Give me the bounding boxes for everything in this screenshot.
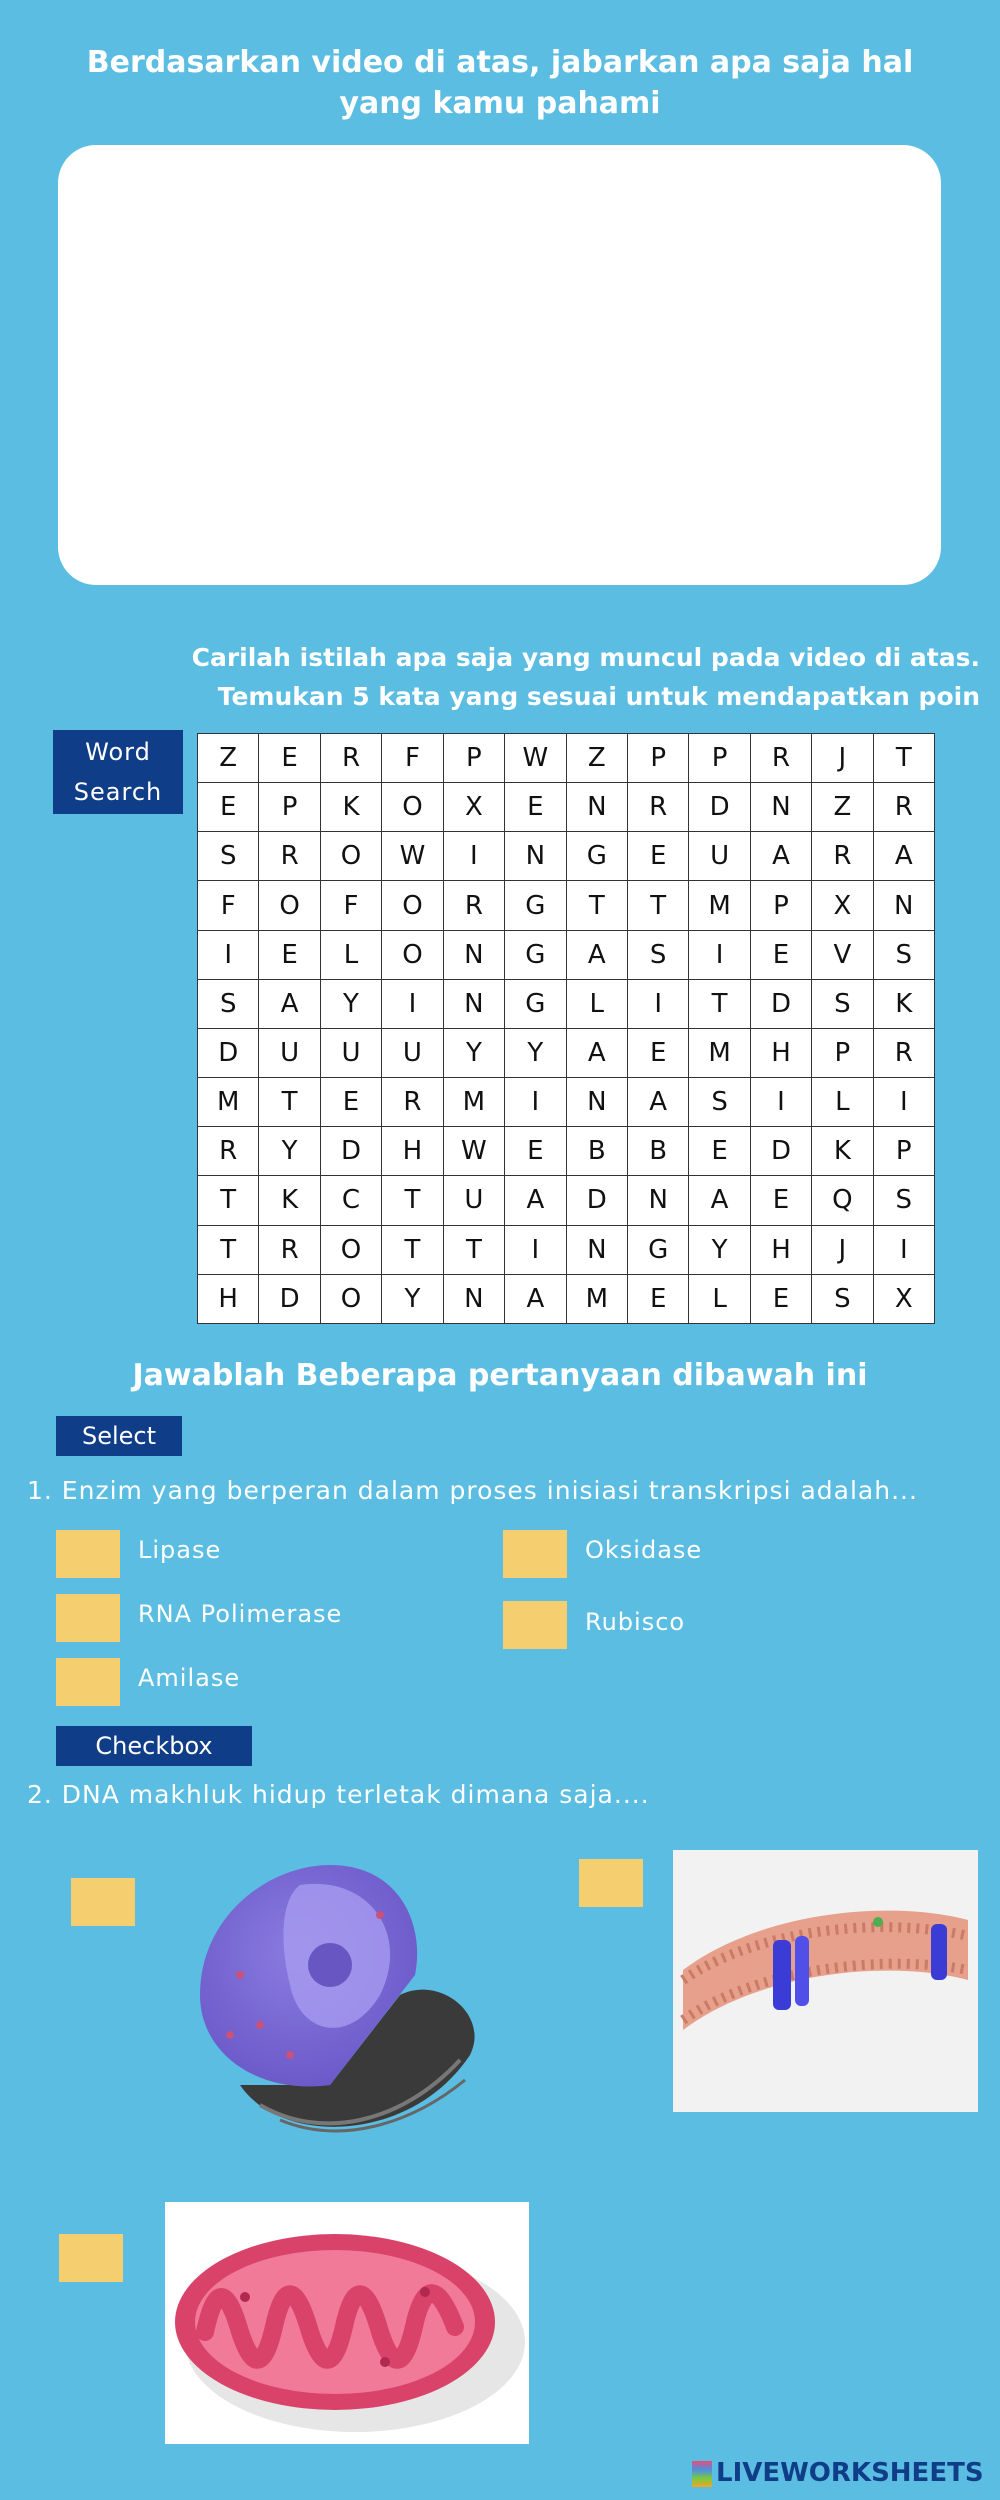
word-search-cell[interactable]: S	[812, 979, 873, 1028]
word-search-cell[interactable]: E	[628, 832, 689, 881]
word-search-cell[interactable]: M	[689, 881, 750, 930]
word-search-cell[interactable]: S	[873, 1176, 934, 1225]
word-search-cell[interactable]: A	[628, 1078, 689, 1127]
word-search-row	[198, 1225, 935, 1274]
word-search-cell[interactable]: K	[873, 979, 934, 1028]
word-search-cell[interactable]: I	[873, 1078, 934, 1127]
option-box-amilase[interactable]	[56, 1658, 120, 1706]
word-search-cell[interactable]: P	[750, 881, 811, 930]
word-search-cell[interactable]: N	[628, 1176, 689, 1225]
word-search-cell[interactable]: M	[566, 1274, 627, 1323]
word-search-cell[interactable]: E	[505, 783, 566, 832]
option-box-rna-polimerase[interactable]	[56, 1594, 120, 1642]
question-1: 1. Enzim yang berperan dalam proses inisiasi transkripsi adalah...	[27, 1476, 918, 1505]
word-search-cell[interactable]: K	[259, 1176, 320, 1225]
word-search-row	[198, 1078, 935, 1127]
word-search-cell[interactable]: T	[259, 1078, 320, 1127]
word-search-row	[198, 1028, 935, 1077]
word-search-cell[interactable]: J	[812, 1225, 873, 1274]
word-search-cell[interactable]: C	[320, 1176, 381, 1225]
word-search-cell[interactable]: S	[628, 930, 689, 979]
word-search-cell[interactable]: T	[382, 1225, 443, 1274]
answer-text-area[interactable]	[58, 145, 941, 585]
word-search-cell[interactable]: Y	[320, 979, 381, 1028]
word-search-cell[interactable]: A	[566, 930, 627, 979]
word-search-cell[interactable]: S	[689, 1078, 750, 1127]
word-search-cell[interactable]: W	[505, 734, 566, 783]
word-search-cell[interactable]: F	[382, 734, 443, 783]
word-search-cell[interactable]: R	[443, 881, 504, 930]
word-search-cell[interactable]: T	[198, 1176, 259, 1225]
word-search-cell[interactable]: P	[873, 1127, 934, 1176]
word-search-cell[interactable]: N	[566, 1225, 627, 1274]
word-search-cell[interactable]: A	[873, 832, 934, 881]
word-search-cell[interactable]: Z	[812, 783, 873, 832]
word-search-cell[interactable]: L	[812, 1078, 873, 1127]
word-search-cell[interactable]: B	[628, 1127, 689, 1176]
word-search-cell[interactable]: A	[505, 1176, 566, 1225]
option-label-lipase: Lipase	[138, 1536, 222, 1564]
word-search-cell[interactable]: R	[320, 734, 381, 783]
word-search-tag	[53, 730, 183, 814]
logo-icon	[692, 2461, 712, 2487]
word-search-cell[interactable]: S	[812, 1274, 873, 1323]
word-search-cell[interactable]: M	[689, 1028, 750, 1077]
word-search-cell[interactable]: I	[689, 930, 750, 979]
option-label-rna-polimerase: RNA Polimerase	[138, 1600, 343, 1628]
word-search-row	[198, 832, 935, 881]
word-search-cell[interactable]: D	[259, 1274, 320, 1323]
word-search-cell[interactable]: P	[259, 783, 320, 832]
word-search-cell[interactable]: F	[198, 881, 259, 930]
word-search-row	[198, 734, 935, 783]
word-search-cell[interactable]: A	[750, 832, 811, 881]
mitochondria-image	[165, 2202, 529, 2444]
word-search-cell[interactable]: O	[320, 832, 381, 881]
word-search-cell[interactable]: O	[320, 1274, 381, 1323]
question-2: 2. DNA makhluk hidup terletak dimana saja....	[27, 1780, 650, 1809]
word-search-cell[interactable]: H	[750, 1225, 811, 1274]
word-search-cell[interactable]: T	[443, 1225, 504, 1274]
word-search-cell[interactable]: A	[566, 1028, 627, 1077]
cell-membrane-image	[673, 1850, 978, 2112]
word-search-cell[interactable]: R	[873, 783, 934, 832]
word-search-cell[interactable]: Q	[812, 1176, 873, 1225]
word-search-cell[interactable]: E	[750, 930, 811, 979]
word-search-cell[interactable]: W	[443, 1127, 504, 1176]
word-search-cell[interactable]: R	[628, 783, 689, 832]
word-search-cell[interactable]: E	[628, 1274, 689, 1323]
word-search-cell[interactable]: U	[689, 832, 750, 881]
word-search-cell[interactable]: T	[628, 881, 689, 930]
word-search-cell[interactable]: E	[689, 1127, 750, 1176]
mitochondria-image-frame	[165, 2202, 529, 2444]
word-search-cell[interactable]: O	[382, 783, 443, 832]
word-search-cell[interactable]: N	[873, 881, 934, 930]
word-search-cell[interactable]: P	[689, 734, 750, 783]
word-search-cell[interactable]: N	[566, 1078, 627, 1127]
word-search-tag-label: Word Search	[73, 738, 163, 806]
checkbox-mitochondria[interactable]	[59, 2234, 123, 2282]
word-search-cell[interactable]: I	[505, 1225, 566, 1274]
word-search-cell[interactable]: L	[689, 1274, 750, 1323]
word-search-cell[interactable]: N	[443, 979, 504, 1028]
checkbox-tag: Checkbox	[56, 1726, 252, 1766]
word-search-cell[interactable]: E	[750, 1176, 811, 1225]
word-search-cell[interactable]: M	[198, 1078, 259, 1127]
video-question-title: Berdasarkan video di atas, jabarkan apa saja hal yang kamu pahami	[86, 45, 914, 121]
word-search-row	[198, 881, 935, 930]
word-search-cell[interactable]: K	[320, 783, 381, 832]
word-search-cell[interactable]: I	[873, 1225, 934, 1274]
word-search-cell[interactable]: T	[873, 734, 934, 783]
word-search-cell[interactable]: T	[689, 979, 750, 1028]
membrane-image-frame	[673, 1850, 978, 2112]
word-search-cell[interactable]: I	[750, 1078, 811, 1127]
word-search-row	[198, 1127, 935, 1176]
word-search-cell[interactable]: F	[320, 881, 381, 930]
word-search-instruction: Carilah istilah apa saja yang muncul pada video di atas. Temukan 5 kata yang sesuai untuk mendapatkan poin	[191, 643, 980, 711]
nucleus-image	[180, 1855, 490, 2145]
word-search-cell[interactable]: P	[628, 734, 689, 783]
word-search-cell[interactable]: U	[443, 1176, 504, 1225]
word-search-cell[interactable]: T	[382, 1176, 443, 1225]
logo-text: LIVEWORKSHEETS	[716, 2458, 984, 2488]
word-search-cell[interactable]: E	[198, 783, 259, 832]
word-search-cell[interactable]: U	[382, 1028, 443, 1077]
liveworksheets-logo[interactable]	[692, 2458, 992, 2494]
word-search-cell[interactable]: X	[873, 1274, 934, 1323]
word-search-cell[interactable]: Y	[443, 1028, 504, 1077]
word-search-cell[interactable]: O	[259, 881, 320, 930]
word-search-cell[interactable]: S	[873, 930, 934, 979]
word-search-cell[interactable]: P	[812, 1028, 873, 1077]
word-search-cell[interactable]: M	[443, 1078, 504, 1127]
word-search-cell[interactable]: S	[198, 832, 259, 881]
word-search-cell[interactable]: L	[320, 930, 381, 979]
word-search-cell[interactable]: E	[750, 1274, 811, 1323]
option-box-rubisco[interactable]	[503, 1601, 567, 1649]
word-search-cell[interactable]: J	[812, 734, 873, 783]
word-search-cell[interactable]: N	[566, 783, 627, 832]
word-search-cell[interactable]: N	[443, 930, 504, 979]
word-search-cell[interactable]: D	[198, 1028, 259, 1077]
word-search-cell[interactable]: Z	[566, 734, 627, 783]
word-search-cell[interactable]: N	[750, 783, 811, 832]
word-search-cell[interactable]: O	[320, 1225, 381, 1274]
word-search-cell[interactable]: X	[812, 881, 873, 930]
word-search-cell[interactable]: P	[443, 734, 504, 783]
word-search-cell[interactable]: H	[750, 1028, 811, 1077]
word-search-cell[interactable]: N	[505, 832, 566, 881]
word-search-cell[interactable]: I	[198, 930, 259, 979]
option-box-lipase[interactable]	[56, 1530, 120, 1578]
word-search-cell[interactable]: D	[750, 1127, 811, 1176]
word-search-cell[interactable]: H	[382, 1127, 443, 1176]
word-search-cell[interactable]: U	[320, 1028, 381, 1077]
word-search-cell[interactable]: A	[259, 979, 320, 1028]
word-search-cell[interactable]: D	[566, 1176, 627, 1225]
word-search-cell[interactable]: E	[505, 1127, 566, 1176]
word-search-cell[interactable]: R	[259, 832, 320, 881]
word-search-cell[interactable]: I	[443, 832, 504, 881]
option-label-rubisco: Rubisco	[585, 1608, 686, 1636]
word-search-cell[interactable]: K	[812, 1127, 873, 1176]
word-search-cell[interactable]: Y	[689, 1225, 750, 1274]
word-search-cell[interactable]: I	[505, 1078, 566, 1127]
word-search-row	[198, 1176, 935, 1225]
word-search-row	[198, 979, 935, 1028]
word-search-cell[interactable]: E	[320, 1078, 381, 1127]
word-search-cell[interactable]: G	[505, 979, 566, 1028]
word-search-cell[interactable]: R	[198, 1127, 259, 1176]
option-box-oksidase[interactable]	[503, 1530, 567, 1578]
questions-section-title: Jawablah Beberapa pertanyaan dibawah ini	[132, 1358, 868, 1393]
word-search-cell[interactable]: A	[689, 1176, 750, 1225]
word-search-cell[interactable]: O	[382, 881, 443, 930]
word-search-cell[interactable]: A	[505, 1274, 566, 1323]
word-search-cell[interactable]: O	[382, 930, 443, 979]
word-search-cell[interactable]: V	[812, 930, 873, 979]
word-search-cell[interactable]: R	[259, 1225, 320, 1274]
word-search-cell[interactable]: G	[628, 1225, 689, 1274]
word-search-cell[interactable]: U	[259, 1028, 320, 1077]
word-search-cell[interactable]: S	[198, 979, 259, 1028]
word-search-cell[interactable]: R	[750, 734, 811, 783]
word-search-cell[interactable]: T	[198, 1225, 259, 1274]
word-search-cell[interactable]: T	[566, 881, 627, 930]
word-search-cell[interactable]: H	[198, 1274, 259, 1323]
word-search-cell[interactable]: W	[382, 832, 443, 881]
word-search-cell[interactable]: N	[443, 1274, 504, 1323]
word-search-cell[interactable]: I	[382, 979, 443, 1028]
word-search-grid[interactable]	[197, 733, 935, 1324]
word-search-cell[interactable]: E	[259, 930, 320, 979]
checkbox-nucleus[interactable]	[71, 1878, 135, 1926]
word-search-cell[interactable]: E	[628, 1028, 689, 1077]
select-tag: Select	[56, 1416, 182, 1456]
word-search-cell[interactable]: R	[812, 832, 873, 881]
word-search-cell[interactable]: E	[259, 734, 320, 783]
word-search-cell[interactable]: G	[505, 930, 566, 979]
option-label-amilase: Amilase	[138, 1664, 241, 1692]
word-search-cell[interactable]: Y	[382, 1274, 443, 1323]
word-search-cell[interactable]: R	[873, 1028, 934, 1077]
word-search-cell[interactable]: B	[566, 1127, 627, 1176]
word-search-cell[interactable]: D	[750, 979, 811, 1028]
word-search-row	[198, 930, 935, 979]
word-search-cell[interactable]: G	[566, 832, 627, 881]
word-search-cell[interactable]: R	[382, 1078, 443, 1127]
word-search-cell[interactable]: Y	[505, 1028, 566, 1077]
word-search-cell[interactable]: G	[505, 881, 566, 930]
option-label-oksidase: Oksidase	[585, 1536, 703, 1564]
word-search-cell[interactable]: Y	[259, 1127, 320, 1176]
word-search-cell[interactable]: Z	[198, 734, 259, 783]
word-search-cell[interactable]: L	[566, 979, 627, 1028]
word-search-row	[198, 783, 935, 832]
word-search-cell[interactable]: X	[443, 783, 504, 832]
word-search-row	[198, 1274, 935, 1323]
checkbox-membrane[interactable]	[579, 1859, 643, 1907]
word-search-cell[interactable]: D	[320, 1127, 381, 1176]
word-search-cell[interactable]: I	[628, 979, 689, 1028]
word-search-cell[interactable]: D	[689, 783, 750, 832]
